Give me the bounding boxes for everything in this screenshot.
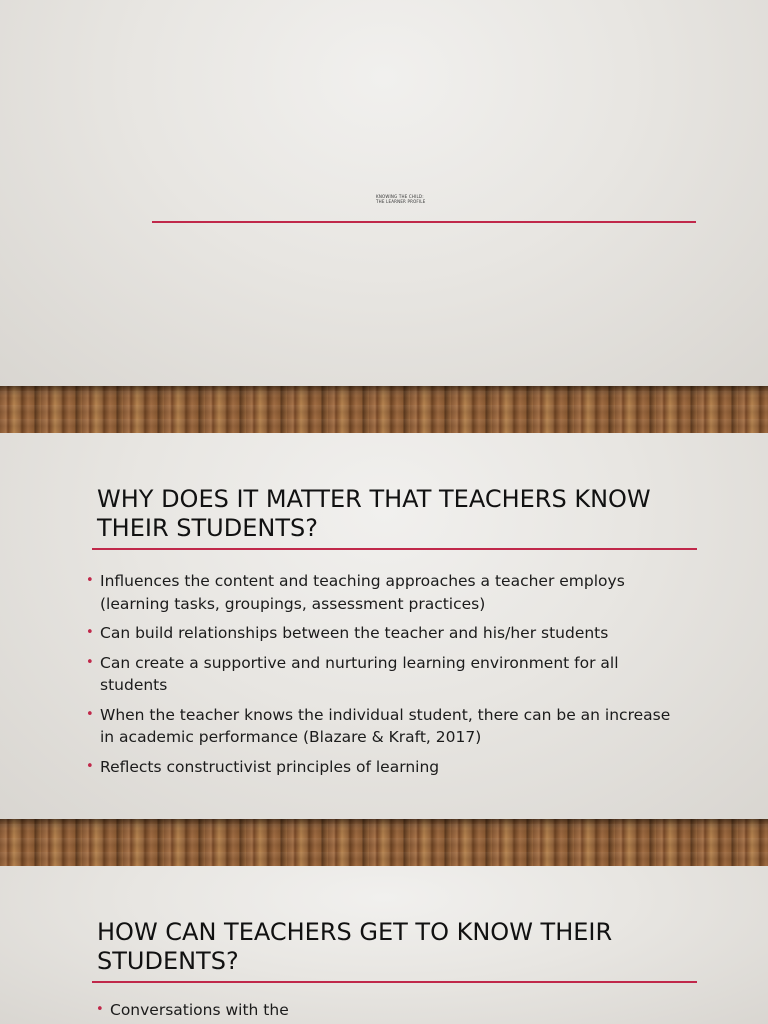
- bullet-list: [96, 999, 696, 1024]
- bullet-icon: •: [86, 625, 94, 640]
- wood-floor-divider: [0, 819, 768, 866]
- list-item-text: When the teacher knows the individual student, there can be an increase in academic performance (Blazare & Kraft, 2017): [100, 705, 671, 746]
- bullet-icon: •: [96, 1002, 104, 1017]
- list-item: [86, 622, 686, 645]
- slide-heading: HOW CAN TEACHERS GET TO KNOW THEIR STUDENTS?: [97, 918, 613, 975]
- slide-title-line-1: KNOWING THE CHILD:: [376, 194, 424, 199]
- content-slide-how: [0, 866, 768, 1024]
- bullet-icon: •: [86, 573, 94, 588]
- title-divider: [152, 221, 696, 223]
- list-item: [96, 999, 696, 1022]
- list-item: [86, 704, 686, 749]
- heading-divider: [92, 548, 697, 550]
- slide-title-line-2: THE LEARNER PROFILE: [376, 199, 426, 204]
- list-item-text: Conversations with the: [110, 1001, 289, 1019]
- content-slide-why: [0, 433, 768, 819]
- list-item: [86, 652, 686, 697]
- bullet-icon: •: [86, 758, 94, 774]
- list-item: [86, 570, 686, 615]
- list-item-text: Influences the content and teaching approaches a teacher employs (learning tasks, groupings, assessment practices): [100, 572, 625, 613]
- slide-title: [376, 194, 425, 204]
- slide-heading: WHY DOES IT MATTER THAT TEACHERS KNOW THEIR STUDENTS?: [97, 485, 651, 542]
- list-item: [86, 756, 686, 779]
- bullet-icon: •: [86, 706, 94, 722]
- bullet-icon: •: [86, 654, 94, 670]
- list-item-text: Reflects constructivist principles of learning: [100, 757, 440, 776]
- title-slide: [0, 0, 768, 386]
- wood-floor-divider: [0, 386, 768, 433]
- list-item-text: Can build relationships between the teacher and his/her students: [100, 624, 609, 642]
- list-item-text: Can create a supportive and nurturing learning environment for all students: [100, 653, 619, 694]
- bullet-list: [86, 570, 686, 785]
- heading-divider: [92, 981, 697, 983]
